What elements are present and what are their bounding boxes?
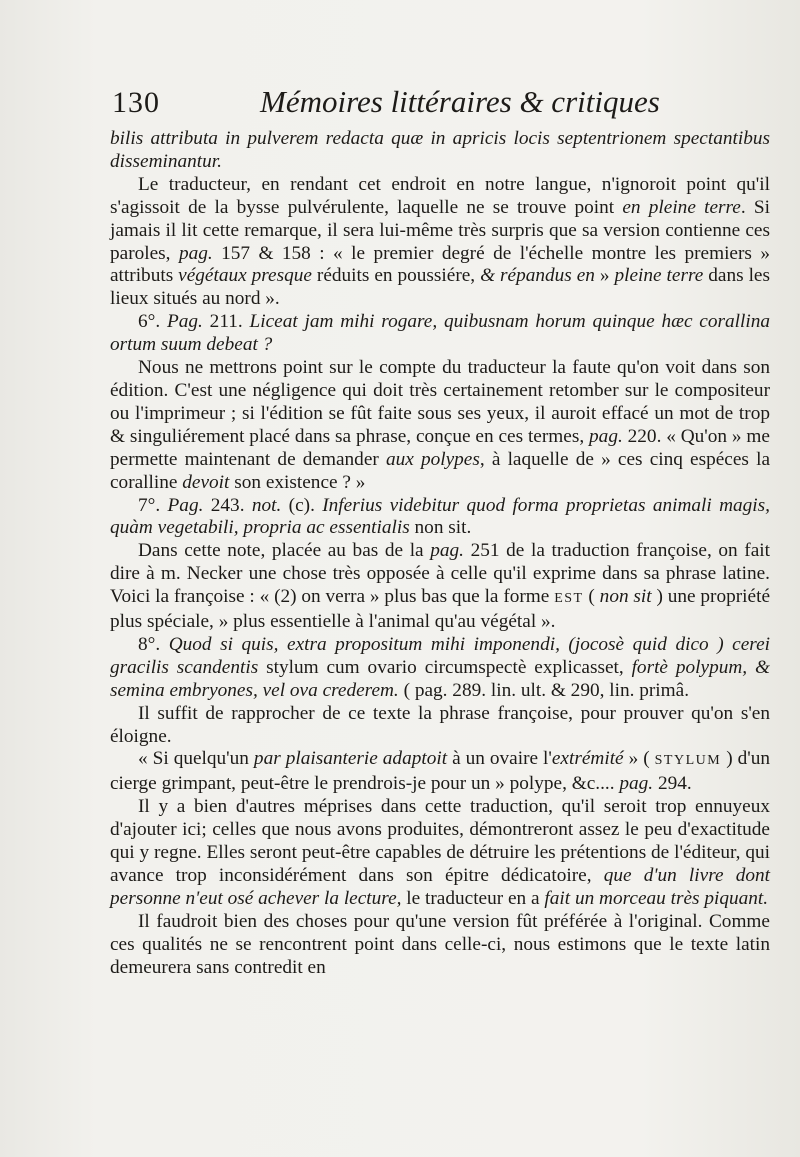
- text-run: 220. « Qu'on » me permette maintenant de demander: [110, 425, 770, 470]
- text-run: Il y a bien d'autres méprises dans cette traduction, qu'il seroit trop ennuyeux d'ajouter ici; celles que nous avons produites, démontreront assez le peu d'exactitude qui y regne. Elles seront peut-être capables de détruire les prétentions de l'éditeur, qui avance trop inconsidérément dans son épitre dédicatoire,: [110, 796, 770, 886]
- text-run: 294.: [653, 773, 692, 795]
- text-run: réduits en poussiére,: [311, 265, 481, 287]
- text-run: (c).: [281, 494, 323, 516]
- text-run: pag.: [589, 425, 623, 447]
- text-run: Pag.: [167, 494, 204, 516]
- text-run: Inferius videbitur quod forma proprietas animali magis, quàm vegetabili, propria ac essentialis: [110, 494, 770, 539]
- text-paragraph: [110, 174, 770, 311]
- text-paragraph: [110, 357, 770, 494]
- text-run: 6°.: [138, 311, 167, 333]
- text-run: en pleine terre: [622, 196, 741, 218]
- text-run: (: [583, 586, 600, 608]
- page-number: 130: [112, 86, 160, 119]
- text-run: non sit.: [409, 517, 472, 539]
- text-run: dans les lieux situés au nord ».: [110, 265, 770, 310]
- text-run: ) d'un cierge grimpant, peut-être le prendrois-je pour un » polype, &c....: [110, 748, 770, 795]
- text-run: not.: [251, 494, 282, 516]
- text-run: à un ovaire l': [447, 748, 552, 770]
- page-header: [112, 84, 672, 130]
- text-run: bilis attributa in pulverem redacta quæ in apricis locis septentrionem spectantibus disseminantur.: [110, 128, 770, 172]
- text-run: Pag.: [166, 311, 203, 333]
- text-run: extrémité: [551, 748, 624, 770]
- text-paragraph: [110, 634, 770, 703]
- text-run: Quod si quis, extra propositum mihi imponendi, (jocosè quid dico ) cerei gracilis scandentis: [110, 633, 770, 678]
- text-paragraph: [110, 540, 770, 634]
- text-run: Liceat jam mihi rogare, quibusnam horum quinque hæc corallina ortum suum debeat ?: [110, 311, 771, 356]
- text-run: » (: [623, 748, 655, 770]
- text-run: son existence ? »: [229, 471, 366, 493]
- text-run: pag.: [619, 773, 654, 795]
- text-run: ) une propriété plus spéciale, » plus essentielle à l'animal qu'au végétal ».: [110, 586, 771, 633]
- text-run: pag.: [430, 540, 464, 562]
- text-run: 251 de la traduction françoise, on fait dire à m. Necker une chose très opposée à celle qu'il exprime dans sa phrase latine. Voici la françoise : « (2) on verra » plus bas que la forme: [110, 540, 770, 608]
- text-run: « Si quelqu'un: [138, 748, 254, 770]
- text-run: 211.: [202, 311, 250, 333]
- text-paragraph: [110, 128, 770, 174]
- text-run: Dans cette note, placée au bas de la: [138, 540, 431, 562]
- text-run: & répandus en: [480, 265, 595, 287]
- text-run: 243.: [203, 494, 252, 516]
- text-run: que d'un livre dont personne n'eut osé achever la lecture,: [110, 865, 770, 909]
- text-run: Le traducteur, en rendant cet endroit en notre langue, n'ignoroit point qu'il s'agissoit de la bysse pulvérulente, laquelle ne se trouve point: [110, 173, 770, 218]
- text-run: 157 & 158 : « le premier degré de l'échelle montre les premiers » attributs: [110, 242, 770, 287]
- text-paragraph: [110, 748, 770, 796]
- text-run: ( pag. 289. lin. ult. & 290, lin. primâ.: [398, 679, 690, 701]
- text-run: aux polypes: [385, 448, 480, 470]
- text-paragraph: [110, 703, 770, 749]
- text-run: »: [594, 265, 615, 287]
- text-run: pag.: [178, 242, 213, 264]
- text-run: fait un morceau très piquant.: [544, 887, 769, 909]
- text-run: , à laquelle de » ces cinq espéces la coralline: [110, 448, 771, 493]
- text-run: Il suffit de rapprocher de ce texte la phrase françoise, pour prouver qu'on s'en éloigne.: [110, 702, 770, 747]
- text-run: le traducteur en a: [401, 887, 545, 909]
- text-run: STYLUM: [654, 753, 722, 769]
- text-paragraph: [110, 796, 770, 911]
- text-paragraph: [110, 911, 770, 980]
- text-paragraph: [110, 311, 770, 357]
- text-paragraph: [110, 495, 770, 541]
- text-run: 8°.: [138, 633, 169, 655]
- running-title: Mémoires littéraires & critiques: [260, 84, 660, 119]
- body-text: [110, 128, 770, 980]
- text-run: par plaisanterie adaptoit: [253, 748, 448, 770]
- text-run: fortè polypum, & semina embryones, vel ova crederem.: [110, 656, 770, 701]
- text-run: EST: [554, 591, 584, 607]
- text-run: . Si jamais il lit cette remarque, il sera lui-même très surpris que sa version contienne ces paroles,: [110, 196, 770, 264]
- text-run: végétaux presque: [178, 265, 312, 287]
- text-run: pleine terre: [614, 265, 704, 287]
- text-run: devoit: [182, 471, 230, 493]
- text-run: stylum cum ovario circumspectè explicasset,: [258, 656, 632, 678]
- text-run: non sit: [599, 586, 652, 608]
- text-run: 7°.: [138, 494, 168, 516]
- text-run: Nous ne mettrons point sur le compte du traducteur la faute qu'on voit dans son édition. C'est une négligence qui doit très certainement retomber sur le compositeur ou l'imprimeur ; si l'édition se fût faite sous ses yeux, il auroit effacé un mot de trop & singuliérement placé dans sa phrase, conçue en ces termes,: [110, 357, 770, 447]
- text-run: Il faudroit bien des choses pour qu'une version fût préférée à l'original. Comme ces qualités ne se rencontrent point dans celle-ci, nous estimons que le texte latin demeurera sans contredit en: [110, 910, 770, 978]
